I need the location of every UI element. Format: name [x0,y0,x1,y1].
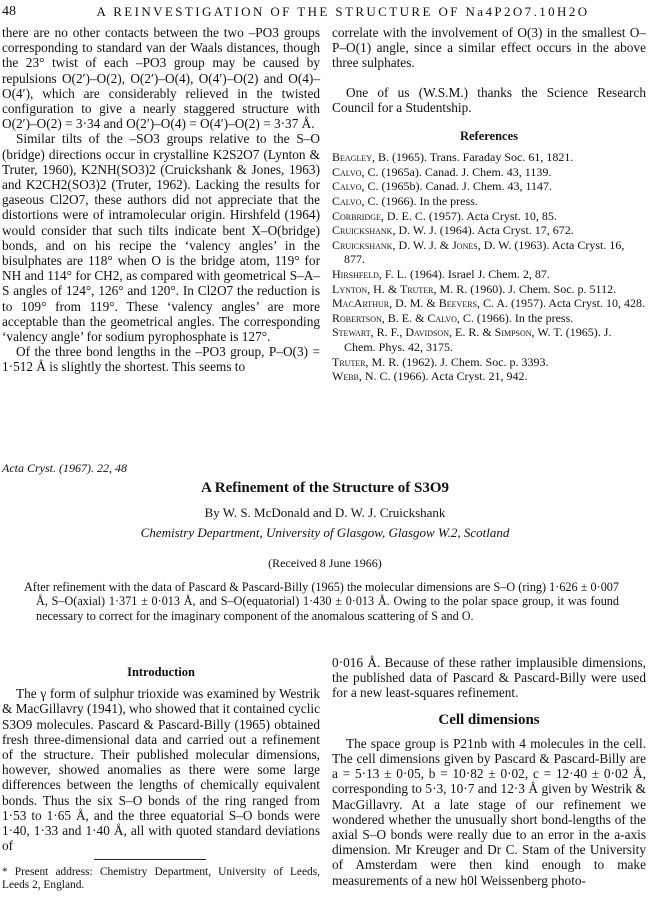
paragraph: correlate with the involvement of O(3) in the smallest O–P–O(1) angle, since a similar effect occurs in the above three sulphates. [332,25,646,71]
running-title: A REINVESTIGATION OF THE STRUCTURE OF Na4P2O7.10H2O [96,4,590,19]
reference-list [332,150,646,384]
paragraph: there are no other contacts between the two –PO3 groups corresponding to standard van der Waals distances, though the 23° twist of each –PO3 group may be caused by repulsions O(2′)–O(2), O(2′)–O(4), O(4′)–O(2) and O(4)–O(4′), which are considerably relieved in the twisted configuration to give a nearly staggered structure with O(2′)–O(2) = 3·34 and O(2′)–O(4) = O(4′)–O(2) = 3·37 Å. [2,25,320,132]
reference-details: (1965b). Canad. J. Chem. 43, 1147. [381,179,553,194]
reference-details: (1965a). Canad. J. Chem. 43, 1139. [381,164,552,179]
top-right-column [332,25,646,384]
reference-authors: MacArthur, D. M. & Beevers, C. A. [332,296,508,311]
reference-authors: Hirshfeld, F. L. [332,266,407,281]
abstract [24,580,619,623]
footnote-rule [94,859,206,860]
reference-details: (1960). J. Chem. Soc. p. 5112. [470,281,617,296]
reference-authors: Lynton, H. & Truter, M. R. [332,281,468,296]
reference-details: (1962). J. Chem. Soc. p. 3393. [402,354,549,369]
cell-dimensions-text: The space group is P21nb with 4 molecules in the cell. The cell dimensions given by Pascard & Pascard-Billy are a = 5·13 ± 0·05, b = 10·82 ± 0·02, c = 12·40 ± 0·02 Å, corresponding to 5·3, 10·7 and 12·3 Å given by Westrik & MacGillavry. At a late stage of our refinement we wondered whether the unusually short bond-lengths of the axial S–O bonds were really due to an error in the a-axis dimension. Mr Kreuger and Dr C. Stam of the University of Amsterdam were then kind enough to make measurements of a new h0l Weissenberg photo- [332,735,646,888]
reference-details: (1963). Acta Cryst. 16, 877. [344,237,625,267]
paragraph: Of the three bond lengths in the –PO3 group, P–O(3) = 1·512 Å is slightly the shortest. This seems to [2,344,320,375]
introduction-heading: Introduction [127,665,195,679]
running-header [0,4,650,22]
top-left-column [2,25,320,375]
journal-reference: Acta Cryst. (1967). 22, 48 [2,461,127,475]
reference-details: (1966). Acta Cryst. 21, 942. [393,369,528,384]
cell-dimensions-heading: Cell dimensions [438,711,540,728]
footnote: * Present address: Chemistry Department, University of Leeds, Leeds 2, England. [2,866,320,891]
right-lower-column [332,655,646,888]
article-authors: By W. S. McDonald and D. W. J. Cruickshank [204,505,446,520]
reference-item [332,194,646,209]
reference-authors: Webb, N. C. [332,369,391,384]
page-number: 48 [2,4,16,19]
reference-details: (1966). In the press. [381,194,478,208]
reference-details: (1966). In the press. [476,310,574,325]
reference-item [332,150,646,165]
reference-details: (1957). Acta Cryst. 10, 85. [428,208,557,223]
reference-authors: Robertson, B. E. & Calvo, C. [332,310,474,325]
reference-item [332,355,646,370]
references-heading: References [459,129,519,144]
reference-authors: Truter, M. R. [332,354,400,369]
reference-details: (1964). Acta Cryst. 17, 672. [439,223,574,238]
reference-details: (1964). Israel J. Chem. 2, 87. [409,266,550,281]
reference-item [332,282,646,297]
reference-item [332,223,646,238]
affiliation: Chemistry Department, University of Glasgow, Glasgow W.2, Scotland [140,525,510,540]
received-date: (Received 8 June 1966) [268,556,382,570]
reference-item [332,238,646,267]
introduction-section [2,665,320,853]
reference-authors: Calvo, C. [332,164,379,179]
acknowledgement: One of us (W.S.M.) thanks the Science Research Council for a Studentship. [332,84,646,115]
reference-item [332,296,646,311]
reference-item [332,325,646,354]
paragraph: Similar tilts of the –SO3 groups relative to the S–O (bridge) directions occur in crystalline K2S2O7 (Lynton & Truter, 1960), K2NH(SO3)2 (Cruickshank & Jones, 1963) and K2CH2(SO3)2 (Truter, 1962). Lacking the results for gaseous Cl2O7, these authors did not appreciate that the distortions were of intramolecular origin. Hirshfeld (1964) would consider that such tilts indicate bent X–O(bridge) bonds, and on his recipe the ‘valency angles’ in the bisulphates are 118° when O is the bridge atom, 119° for NH and 114° for CH2, as compared with geometrical S–A–S angles of 124°, 126° and 120°. In Cl2O7 the reduction is to 109° from 119°. These ‘valency angles’ are more acceptable than the geometrical angles. The corresponding ‘valency angle’ for sodium pyrophosphate is 127°. [2,131,320,345]
article-title: A Refinement of the Structure of S3O9 [200,480,450,496]
reference-authors: Stewart, R. F., Davidson, E. R. & Simpson, W. T. [332,325,563,340]
reference-details: (1957). Acta Cryst. 10, 428. [511,296,645,311]
reference-authors: Cruickshank, D. W. J. & Jones, D. W. [332,237,512,252]
reference-authors: Cruickshank, D. W. J. [332,223,437,238]
reference-item [332,369,646,384]
abstract-text: After refinement with the data of Pascard & Pascard-Billy (1965) the molecular dimensions are S–O (ring) 1·626 ± 0·007 Å, S–O(axial) 1·371 ± 0·013 Å, and S–O(equatorial) 1·430 ± 0·013 Å. Owing to the polar space group, it was found necessary to correct for the imaginary component of the anomalous scattering of S and O. [24,580,619,623]
reference-authors: Corbridge, D. E. C. [332,208,426,223]
introduction-text: The γ form of sulphur trioxide was examined by Westrik & MacGillavry (1941), who showed that it contained cyclic S3O9 molecules. Pascard & Pascard-Billy (1965) obtained fresh three-dimensional data and carried out a refinement of the structure. Their published molecular dimensions, however, showed anomalies as there were some large differences between the lengths of chemically equivalent bonds. Thus the six S–O bonds of the ring ranged from 1·53 to 1·65 Å, and the three equatorial S–O bonds were 1·40, 1·33 and 1·40 Å, all with quoted standard deviations of [2,686,320,854]
reference-item [332,165,646,180]
reference-details: (1965). J. Chem. Phys. 42, 3175. [344,325,612,354]
reference-authors: Calvo, C. [332,194,379,208]
paragraph: 0·016 Å. Because of these rather implausible dimensions, the published data of Pascard & Pascard-Billy were used for a new least-squares refinement. [332,655,646,701]
reference-authors: Calvo, C. [332,179,379,194]
reference-authors: Beagley, B. [332,150,389,165]
reference-item [332,179,646,194]
reference-details: (1965). Trans. Faraday Soc. 61, 1821. [392,150,574,165]
reference-item [332,267,646,282]
reference-item [332,209,646,224]
reference-item [332,311,646,326]
